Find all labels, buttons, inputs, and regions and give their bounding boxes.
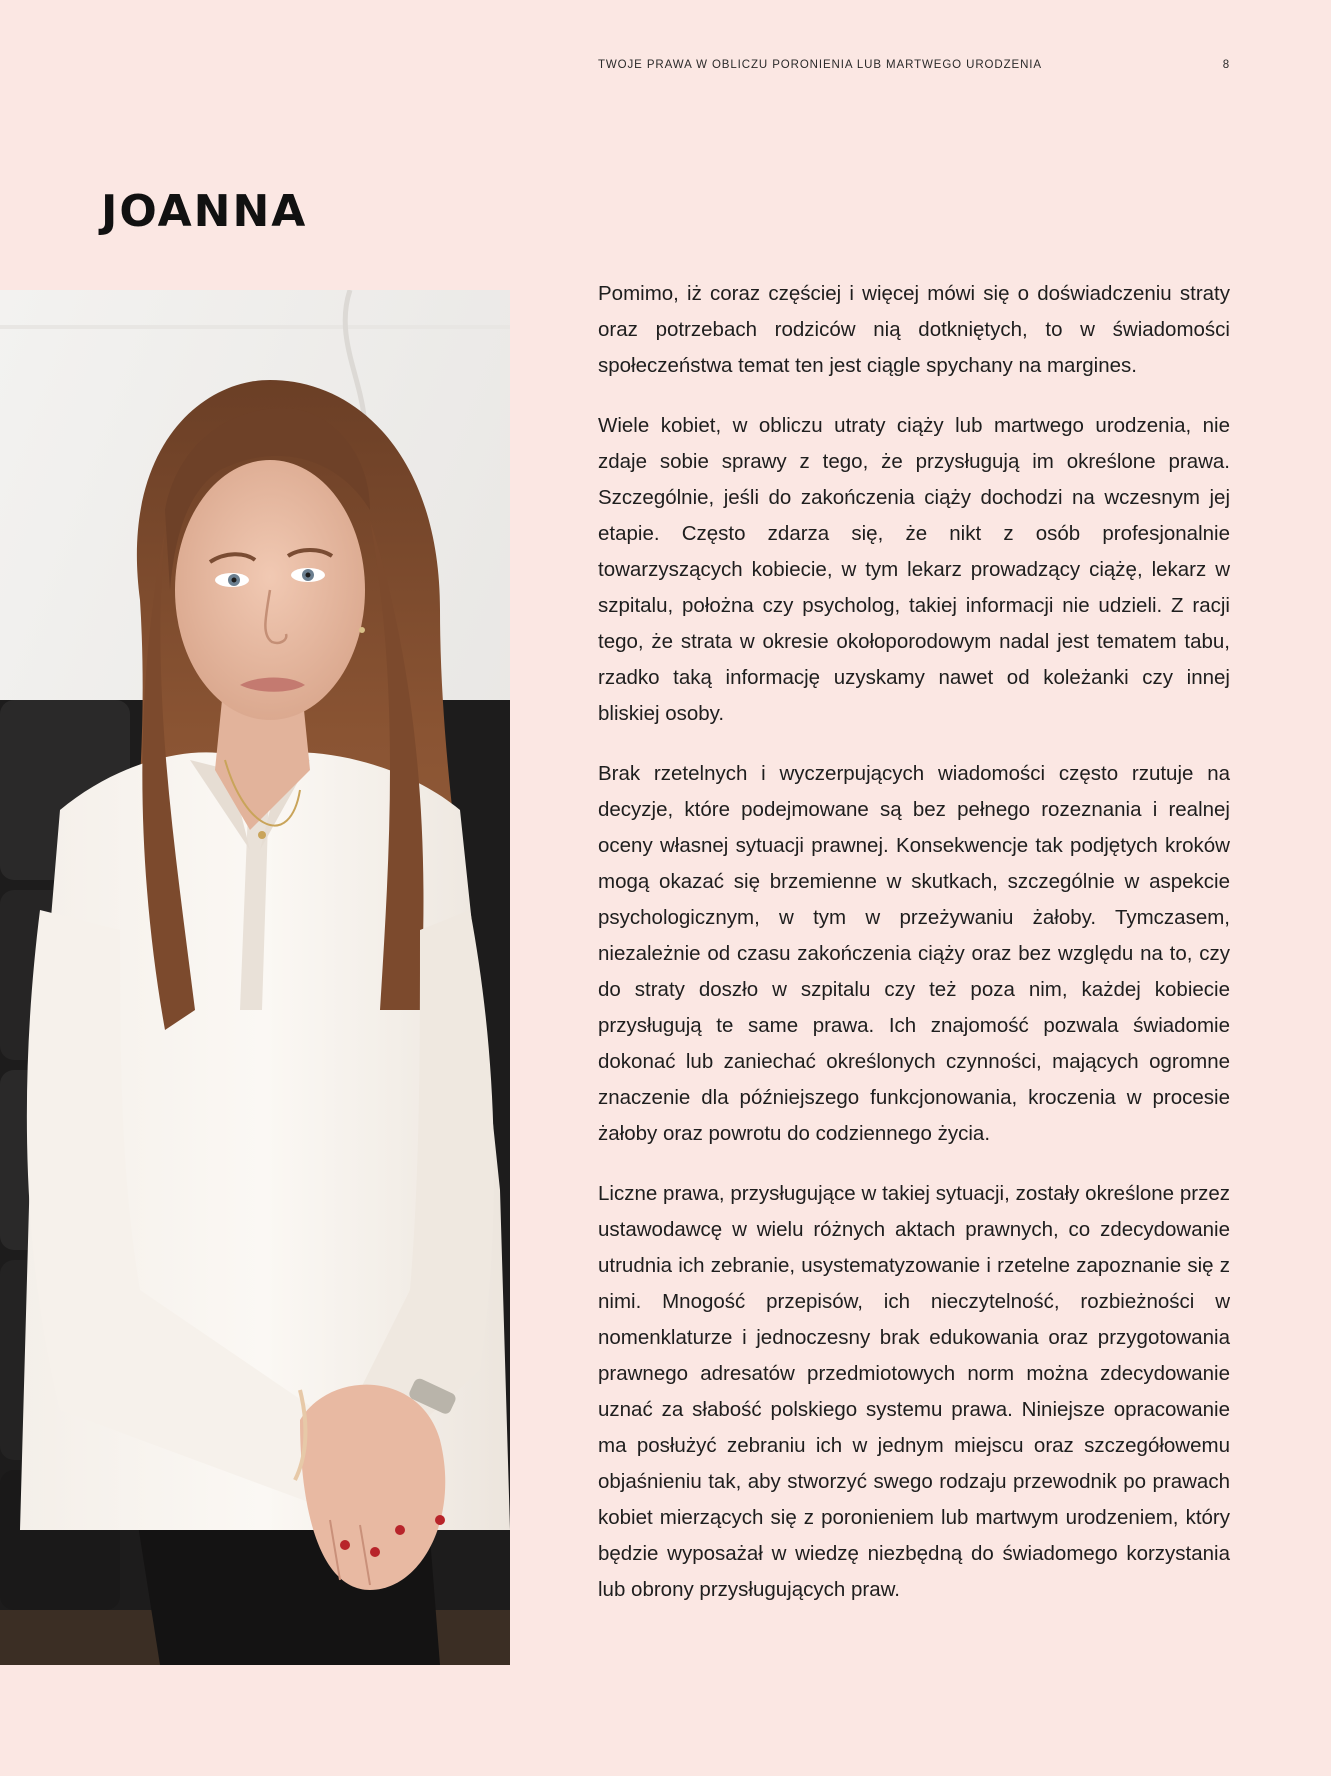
paragraph-4: Liczne prawa, przysługujące w takiej sytuacji, zostały określone przez ustawodawcę w wielu różnych aktach prawnych, co zdecydowanie utrudnia ich zebranie, usystematyzowanie i rzetelne zapoznanie się z nimi. Mnogość przepisów, ich nieczytelność, rozbieżności w nomenklaturze i jednoczesny brak edukowania oraz przygotowania prawnego adresatów przedmiotowych norm można zdecydowanie uznać za słabość polskiego systemu prawa. Niniejsze opracowanie ma posłużyć zebraniu ich w jednym miejscu oraz szczegółowemu objaśnieniu tak, aby stworzyć swego rodzaju przewodnik po prawach kobiet mierzących się z poronieniem lub martwym urodzeniem, który będzie wyposażał w wiedzę niezbędną do świadomego korzystania lub obrony przysługujących praw. bbox=[598, 1182, 1230, 1601]
paragraph-3: Brak rzetelnych i wyczerpujących wiadomości często rzutuje na decyzje, które podejmowane są bez pełnego rozeznania i realnej oceny własnej sytuacji prawnej. Konsekwencje tak podjętych kroków mogą okazać się brzemienne w skutkach, szczególnie w aspekcie psychologicznym, w tym w przeżywaniu żałoby. Tymczasem, niezależnie od czasu zakończenia ciąży oraz bez względu na to, czy do straty doszło w szpitalu czy też poza nim, każdej kobiecie przysługują te same prawa. Ich znajomość pozwala świadomie dokonać lub zaniechać określonych czynności, mających ogromne znaczenie dla późniejszego funkcjonowania, kroczenia w procesie żałoby oraz powrotu do codziennego życia. bbox=[598, 762, 1230, 1145]
page-title: JOANNA bbox=[101, 186, 308, 237]
portrait-illustration bbox=[0, 290, 510, 1665]
paragraph-1: Pomimo, iż coraz częściej i więcej mówi się o doświadczeniu straty oraz potrzebach rodziców nią dotkniętych, to w świadomości społeczeństwa temat ten jest ciągle spychany na margines. bbox=[598, 282, 1230, 377]
page-number: 8 bbox=[1222, 59, 1230, 71]
paragraph-2: Wiele kobiet, w obliczu utraty ciąży lub martwego urodzenia, nie zdaje sobie sprawy z tego, że przysługują im określone prawa. Szczególnie, jeśli do zakończenia ciąży dochodzi na wczesnym jej etapie. Często zdarza się, że nikt z osób profesjonalnie towarzyszących kobiecie, w tym lekarz prowadzący ciążę, lekarz w szpitalu, położna czy psycholog, takiej informacji nie udzieli. Z racji tego, że strata w okresie okołoporodowym nadal jest tematem tabu, rzadko taką informację uzyskamy nawet od koleżanki czy innej bliskiej osoby. bbox=[598, 414, 1230, 725]
running-title: TWOJE PRAWA W OBLICZU PORONIENIA LUB MARTWEGO URODZENIA bbox=[598, 59, 1042, 71]
portrait-photo bbox=[0, 290, 510, 1665]
running-header bbox=[598, 59, 1230, 71]
article-body bbox=[598, 276, 1230, 1632]
